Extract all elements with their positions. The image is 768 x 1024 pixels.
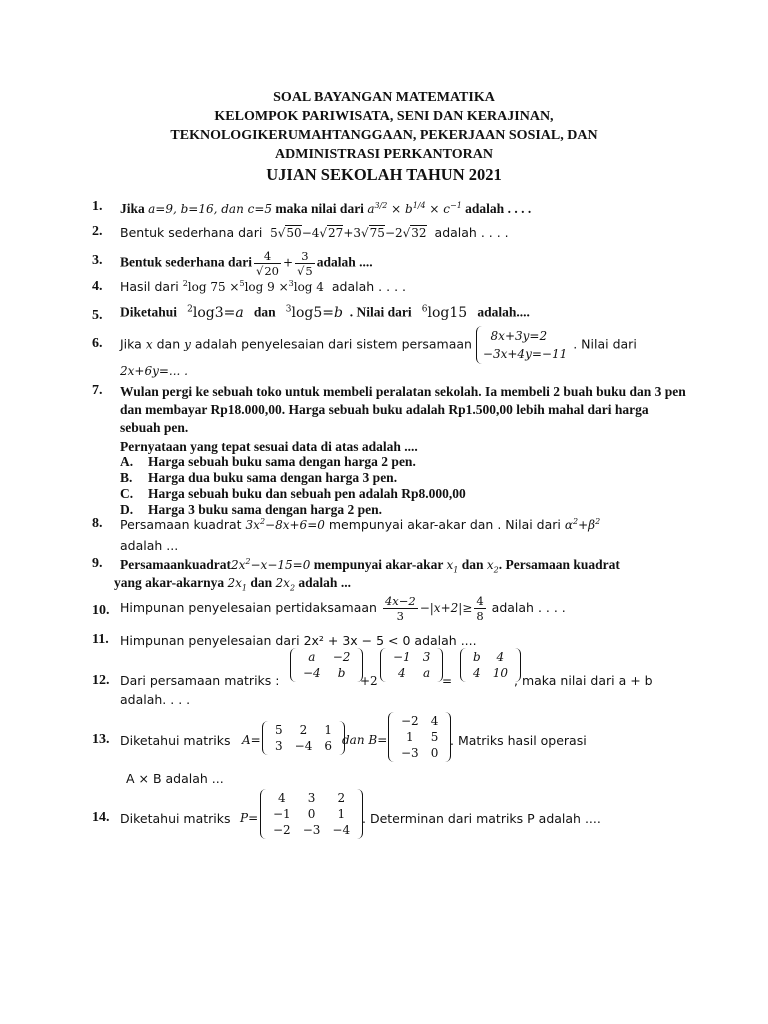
question-text: adalah ....: [316, 254, 373, 270]
math-fraction: $\frac{4x-2}{3}$: [384, 594, 416, 623]
math-expression: $a^{3/2} \times b^{1/4} \times c^{-1}$: [367, 201, 462, 216]
question-number: 6.: [92, 336, 103, 351]
question-text: adalah. . . .: [120, 692, 191, 707]
matrix: 5 2 1 3 −4 6: [262, 721, 345, 755]
matrix: 4 3 2 −1 0 1 −2 −3 −4: [260, 789, 363, 839]
question-text: Diketahui: [120, 304, 178, 320]
question-text: adalah penyelesaian dari sistem persamaan: [194, 336, 472, 352]
question-number: 7.: [92, 383, 103, 398]
option-a: A. Harga sebuah buku sama dengan harga 2 pen.: [120, 454, 416, 469]
question-text: Wulan pergi ke sebuah toko untuk membeli peralatan sekolah. Ia membeli 2 buah buku dan 3 pen dan membayar Rp18.000,00. Harga sebuah buku adalah Rp1.500,00 lebih mahal dari harga sebuah pen.: [120, 384, 686, 435]
question-text: Bentuk sederhana dari: [120, 225, 263, 240]
question-text: , maka nilai dari a + b: [514, 673, 653, 688]
question-text: dan: [250, 575, 273, 590]
question-text: mempunyai akar-akar dan . Nilai dari: [328, 517, 561, 532]
math-expression: 2x+6y=... .: [120, 364, 188, 378]
question-text: Bentuk sederhana dari: [120, 254, 253, 270]
question-text: Dari persamaan matriks :: [120, 673, 280, 688]
math-expression: $3x^2-8x+6=0$: [245, 517, 325, 532]
question-text: adalah ...: [298, 575, 351, 590]
header-line-1: SOAL BAYANGAN MATEMATIKA: [273, 90, 495, 105]
header-line-2: KELOMPOK PARIWISATA, SENI DAN KERAJINAN,: [214, 109, 554, 124]
question-text: Himpunan penyelesaian dari 2x² + 3x − 5 < 0 adalah ....: [120, 633, 477, 648]
header-line-3: TEKNOLOGIKERUMAHTANGGAAN, PEKERJAAN SOSIAL, DAN: [170, 128, 598, 143]
question-text: Diketahui matriks: [120, 733, 231, 748]
question-text: maka nilai dari: [275, 201, 364, 216]
math-expression: 5√50−4√27+3√75−2√32: [266, 226, 427, 240]
question-number: 11.: [92, 632, 109, 647]
question-number: 5.: [92, 308, 103, 323]
question-text: Diketahui matriks: [120, 811, 231, 826]
question-text: adalah . . . .: [331, 279, 406, 294]
header-line-4: ADMINISTRASI PERKANTORAN: [275, 147, 493, 162]
question-number: 1.: [92, 199, 103, 214]
question-text: . Nilai dari: [349, 304, 412, 320]
question-text: dan: [461, 557, 484, 572]
option-d: D. Harga 3 buku sama dengan harga 2 pen.: [120, 502, 383, 517]
math-expression: $^3$log5=b: [285, 304, 343, 321]
math-fraction: $\frac{4}{8}$: [476, 594, 484, 623]
question-number: 14.: [92, 810, 110, 825]
math-expression: $^2$log3=a: [187, 304, 244, 321]
math-expression: $^6$log15: [421, 304, 468, 321]
question-text: adalah ...: [120, 538, 179, 553]
question-text: yang akar-akarnya: [114, 575, 225, 590]
math-expression: $\alpha^2+\beta^2$: [564, 517, 601, 532]
matrix: b 4 4 10: [460, 648, 521, 682]
question-text: Persamaankuadrat: [120, 557, 231, 572]
question-number: 10.: [92, 603, 110, 618]
math-fraction: $\frac{3}{√5}$: [297, 249, 313, 278]
question-text: Himpunan penyelesaian pertidaksamaan: [120, 600, 377, 615]
exam-page: SOAL BAYANGAN MATEMATIKA KELOMPOK PARIWISATA, SENI DAN KERAJINAN, TEKNOLOGIKERUMAHTANGGAAN, PEKERJAAN SOSIAL, DAN ADMINISTRASI PERKANTORAN UJIAN SEKOLAH TAHUN 2021 1. Jika a=9, b=16, dan c=5 maka nilai dari $a^{3/2} \times b^{1/4} \times c^{-1}$ adalah . . . . 2. Bentuk sederhana dari 5√50−4√27+3√75−2√32 adalah . . . . 3. Bentuk sederhana dari $\frac{4}{√20}$ + $\frac{3}{√5}$ adalah .... 4. Hasil dari $^2$log 75 ×$^5$log 9 ×$^3$log 4 adalah . . . . 5. Diketahui $^2$log3=a dan $^3$log5=b . Nilai dari $^6$log15 adalah.... 6. Jika x dan y adalah penyelesaian dari sistem persamaan 8x+3y=2 −3x+4y=−11. Nilai dari 2x+6y=... . 7. Wulan pergi ke sebuah toko untuk membeli peralatan sekolah. Ia membeli 2 buah buku dan 3 pen dan membayar Rp18.000,00. Harga sebuah buku adalah Rp1.500,00 lebih mahal dari harga sebuah pen. Pernyataan yang tepat sesuai data di atas adalah .... A. Harga sebuah buku sama dengan harga 2 pen. B. Harga dua buku sama dengan harga 3 pen. C. Harga sebuah buku dan sebuah pen adalah Rp8.000,00 D. Harga 3 buku sama dengan harga 2 pen. 8. Persamaan kuadrat $3x^2-8x+6=0$ mempunyai akar-akar dan . Nilai dari $\alpha^2+\beta^2$ adalah ... 9. $Persamaankuadrat2x^2-x-15=0$ mempunyai akar-akar $x_1$ dan $x_2$. Persamaan kuadrat yang akar-akarnya $2x_1$ dan $2x_2$ adalah ... 10. Himpunan penyelesaian pertidaksamaan $\frac{4x-2}{3}$ −|x+2|≥ $\frac{4}{8}$ adalah . . . . 11. Himpunan penyelesaian dari 2x² + 3x − 5 < 0 adalah .... 12. Dari persamaan matriks : a −2 −4 b +2 −1 3 4 a = b 4 4 10 , maka nilai dari a + b adalah. . . . 13. Diketahui matriks A= 5 2 1 3 −4 6 dan B= −2 4 1 5 −3 0 . Matriks hasil operasi A × B adalah ... 14. Diketahui matriks P= 4 3 2 −1 0 1 −2 −3 −4 . Determinan dari matriks P adalah ....: [0, 0, 768, 1024]
question-number: 4.: [92, 279, 103, 294]
exam-header: [0, 88, 768, 186]
question-number: 3.: [92, 253, 103, 268]
question-prompt: Pernyataan yang tepat sesuai data di atas adalah ....: [120, 439, 418, 454]
question-text: A × B adalah ...: [126, 771, 224, 786]
question-text: dan: [253, 304, 276, 320]
math-expression: a=9, b=16, dan c=5: [148, 202, 273, 216]
question-text: Jika: [120, 201, 145, 216]
option-b: B. Harga dua buku sama dengan harga 3 pen.: [120, 470, 398, 485]
question-number: 13.: [92, 732, 110, 747]
question-text: . Determinan dari matriks P adalah ....: [362, 811, 601, 826]
question-number: 8.: [92, 516, 103, 531]
question-text: Persamaan kuadrat: [120, 517, 242, 532]
header-title: UJIAN SEKOLAH TAHUN 2021: [266, 165, 502, 184]
question-text: Hasil dari: [120, 279, 179, 294]
matrix: −1 3 4 a: [380, 648, 443, 682]
question-number: 12.: [92, 673, 110, 688]
math-expression: $^2$log 75 ×$^5$log 9 ×$^3$log 4: [182, 279, 324, 294]
matrix: a −2 −4 b: [290, 648, 363, 682]
question-text: adalah....: [477, 304, 530, 320]
question-text: mempunyai akar-akar: [313, 557, 444, 572]
question-number: 2.: [92, 224, 103, 239]
question-text: . Matriks hasil operasi: [450, 733, 587, 748]
question-text: adalah . . . .: [491, 600, 566, 615]
question-text: . Persamaan kuadrat: [498, 557, 620, 572]
question-text: dan: [156, 336, 181, 352]
question-text: . Nilai dari: [573, 336, 637, 352]
option-c: C. Harga sebuah buku dan sebuah pen adalah Rp8.000,00: [120, 486, 466, 501]
math-fraction: $\frac{4}{√20}$: [256, 249, 279, 278]
matrix: −2 4 1 5 −3 0: [388, 712, 451, 762]
question-text: Jika: [120, 336, 142, 352]
question-text: adalah . . . .: [465, 201, 532, 216]
equation-system: 8x+3y=2 −3x+4y=−11: [476, 326, 573, 364]
question-text: adalah . . . .: [434, 225, 509, 240]
question-number: 9.: [92, 556, 103, 571]
